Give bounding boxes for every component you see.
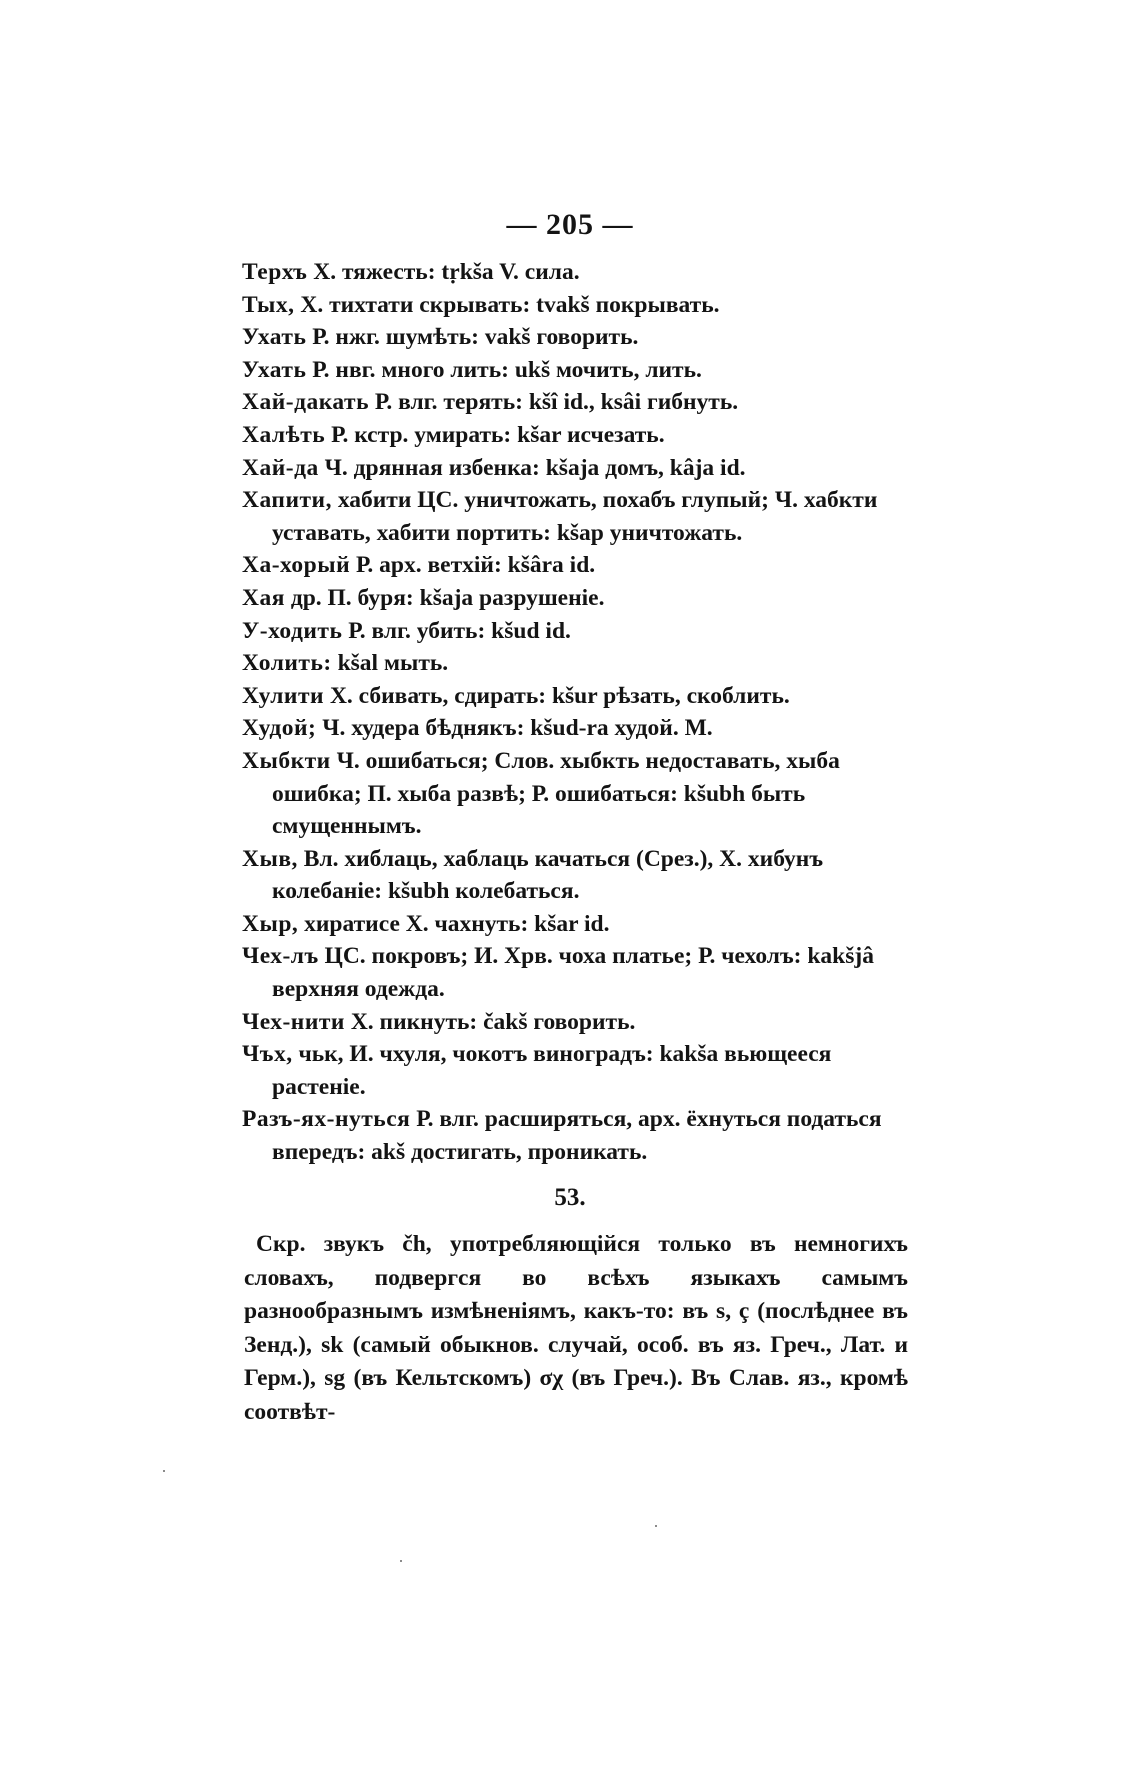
entry-body: Х. тихтати скрывать: tvakš покрывать. [294, 291, 720, 318]
entry-body: Р. кстр. умирать: kšar исчезать. [325, 421, 665, 448]
entry-headword: Терхъ [242, 259, 308, 285]
entry-body: др. П. буря: kšaja разрушеніе. [284, 584, 605, 611]
entry-body: Х. пикнуть: čakš говорить. [344, 1008, 636, 1035]
entry-body: Вл. хиблаць, хаблаць качаться (Срез.), Х. хибунъ колебаніе: kšubh колебаться. [272, 845, 824, 905]
dictionary-entry [242, 321, 908, 354]
entry-headword: Худой; [242, 715, 317, 742]
dictionary-entry [242, 256, 908, 289]
entry-headword: Ха-хорый [242, 552, 351, 579]
entry-body: Ч. худера бѣднякъ: kšud-ra худой. М. [316, 715, 713, 742]
entry-body: Р. влг. терять: kšî id., ksâi гибнуть. [369, 389, 739, 416]
entry-headword: Хулити [242, 682, 325, 709]
section-number: 53. [554, 1184, 586, 1211]
entry-body: хабити ЦС. уничтожать, похабъ глупый; Ч. хабкти уставать, хабити портить: kšap уничтожать. [272, 487, 878, 546]
entry-headword: Хая [242, 584, 285, 611]
entry-headword: Ухать [242, 356, 307, 383]
entry-headword: Чех-нити [242, 1008, 345, 1035]
dictionary-entry [242, 386, 908, 419]
page-number: — 205 — [506, 208, 634, 241]
dictionary-entry [242, 582, 908, 615]
dictionary-entries [242, 256, 908, 1169]
entry-body: Р. арх. ветхій: kšâra id. [350, 552, 596, 579]
dictionary-entry [242, 289, 908, 322]
entry-body: Р. влг. расширяться, арх. ёхнуться податься впередъ: akš достигать, проникать. [272, 1106, 882, 1166]
entry-headword: Хапити, [242, 487, 332, 514]
entry-headword: Халѣть [242, 421, 326, 448]
entry-body: kšal мыть. [331, 650, 449, 677]
entry-body: Р. влг. убить: kšud id. [342, 617, 571, 644]
dictionary-entry [242, 1103, 908, 1168]
dictionary-entry [242, 1006, 908, 1039]
dictionary-entry [242, 419, 908, 452]
entry-headword: Хай-дакать [242, 389, 370, 416]
entry-headword: Холить: [242, 650, 332, 677]
scan-speck [400, 1560, 402, 1562]
dictionary-entry [242, 484, 908, 549]
entry-body: Х. сбивать, сдирать: kšur рѣзать, скоблить. [324, 682, 790, 709]
dictionary-entry [242, 680, 908, 713]
entry-headword: Разъ-ях-нуться [242, 1106, 411, 1133]
entry-headword: Хай-да [242, 454, 319, 481]
scan-speck [655, 1525, 657, 1527]
scan-speck [163, 1470, 165, 1472]
entry-body: Р. нжг. шумѣть: vakš говорить. [306, 324, 639, 351]
dictionary-entry [242, 452, 908, 485]
entry-body: хиратисе Х. чахнуть: kšar id. [298, 910, 610, 937]
body-paragraph: Скр. звукъ čh, употребляющійся только въ немногихъ словахъ, подвергся во всѣхъ языкахъ самымъ разнообразнымъ измѣненіямъ, какъ-то: въ s, ç (послѣднее въ Зенд.), sk (самый обыкнов. случай, особ. въ яз. Греч., Лат. и Герм.), sg (въ Кельтскомъ) σχ (въ Греч.). Въ Слав. яз., кромѣ соотвѣт- [244, 1231, 908, 1425]
dictionary-entry [242, 1038, 908, 1103]
entry-body: Р. нвг. много лить: ukš мочить, лить. [306, 356, 702, 383]
entry-body: Ч. ошибаться; Слов. хыбкть недоставать, хыба ошибка; П. хыба развѣ; Р. ошибаться: kšubh быть смущеннымъ. [272, 747, 840, 840]
dictionary-entry [242, 940, 908, 1005]
dictionary-entry [242, 745, 908, 843]
dictionary-entry [242, 712, 908, 745]
entry-headword: Чех-лъ [242, 943, 319, 970]
entry-headword: Хыв, [242, 845, 298, 872]
entry-headword: У-ходить [242, 617, 343, 644]
dictionary-entry [242, 615, 908, 648]
entry-headword: Тых, [242, 291, 295, 318]
dictionary-entry [242, 549, 908, 582]
dictionary-entry [242, 843, 908, 908]
entry-body: ЦС. покровъ; И. Хрв. чоха платье; Р. чехолъ: kakšjâ верхняя одежда. [272, 943, 874, 1003]
entry-headword: Хыр, [242, 910, 299, 937]
dictionary-entry [242, 647, 908, 680]
dictionary-entry [242, 354, 908, 387]
entry-body: Х. тяжесть: tṛkša V. сила. [307, 259, 580, 285]
entry-body: Ч. дрянная избенка: kšaja домъ, kâja id. [318, 454, 746, 481]
entry-headword: Чъх, [242, 1041, 293, 1068]
entry-body: чьк, И. чхуля, чокотъ виноградъ: kakša вьющееся растеніе. [272, 1041, 832, 1100]
entry-headword: Хыбкти [242, 747, 331, 774]
dictionary-entry [242, 908, 908, 941]
entry-headword: Ухать [242, 324, 307, 351]
